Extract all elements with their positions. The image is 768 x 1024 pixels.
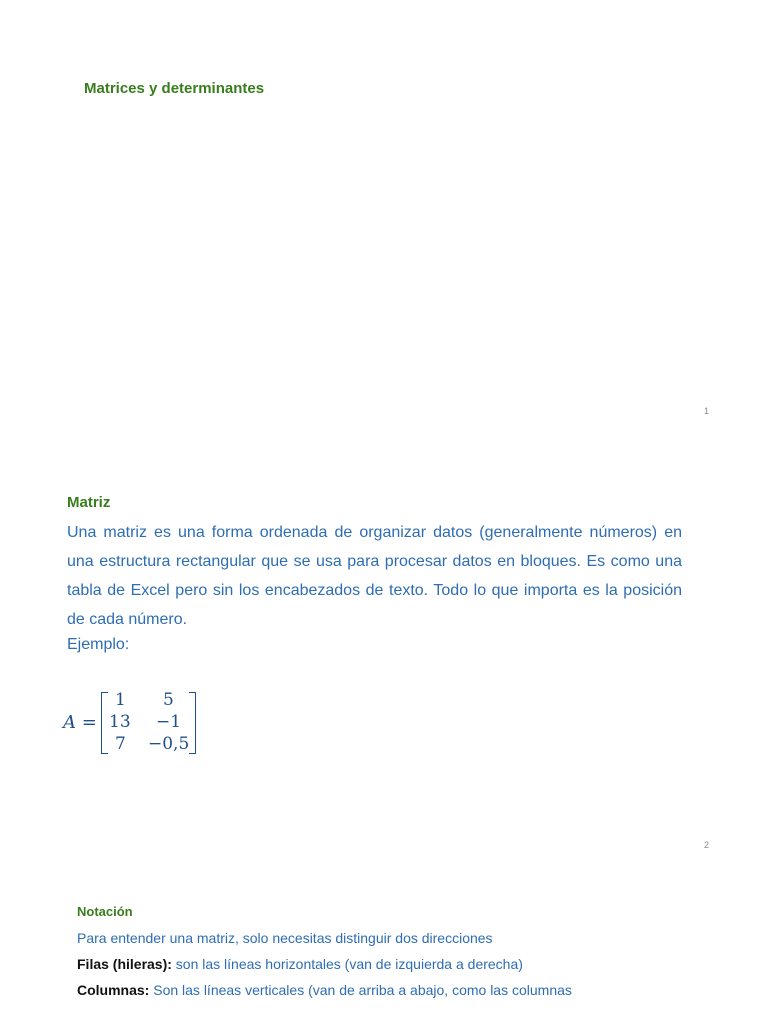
paragraph-line: de cada número. <box>67 611 188 628</box>
filas-text: son las líneas horizontales (van de izquierda a derecha) <box>171 956 523 972</box>
example-label: Ejemplo: <box>67 636 130 653</box>
page-number: 2 <box>704 840 710 850</box>
page-number: 1 <box>704 406 710 416</box>
document-title: Matrices y determinantes <box>84 80 265 97</box>
columnas-definition <box>77 982 572 998</box>
filas-definition <box>77 956 523 972</box>
left-bracket <box>101 692 108 754</box>
equals-sign: = <box>81 712 97 733</box>
paragraph-line: una estructura rectangular que se usa para procesar datos en bloques. Es como una <box>67 553 682 570</box>
matrix-cell: −1 <box>156 712 182 732</box>
equation-lhs <box>63 712 97 733</box>
matrix-cell: 13 <box>109 712 131 732</box>
columnas-label: Columnas: <box>77 982 150 998</box>
notacion-intro: Para entender una matriz, solo necesitas distinguir dos direcciones <box>77 930 493 946</box>
matrix-cell: 5 <box>163 690 174 710</box>
section-heading-notacion: Notación <box>77 904 133 919</box>
columnas-text: Son las líneas verticales (van de arriba a abajo, como las columnas <box>149 982 572 998</box>
filas-label: Filas (hileras): <box>77 956 172 972</box>
matrix-variable: A <box>63 712 76 733</box>
section-heading-matriz: Matriz <box>67 494 111 511</box>
right-bracket <box>189 692 196 754</box>
paragraph-line: tabla de Excel pero sin los encabezados de texto. Todo lo que importa es la posición <box>67 582 682 599</box>
matrix-cell: 1 <box>115 690 126 710</box>
matrix-cell: −0,5 <box>148 734 190 754</box>
matrix-cell: 7 <box>115 734 126 754</box>
matriz-paragraph <box>67 518 682 634</box>
paragraph-line: Una matriz es una forma ordenada de organizar datos (generalmente números) en <box>67 524 682 541</box>
